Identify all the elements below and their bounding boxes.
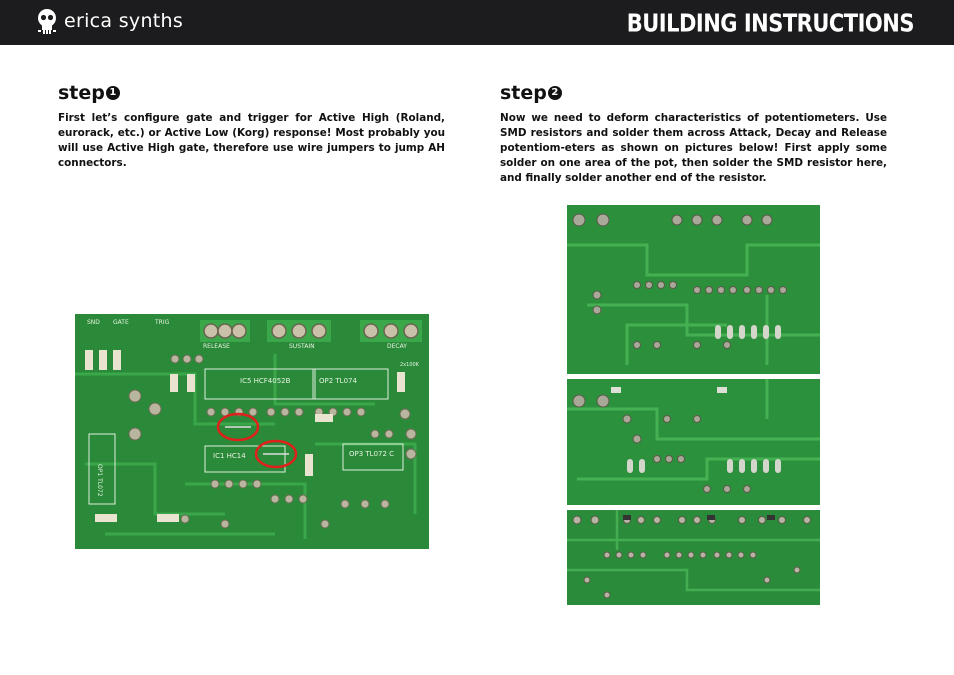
label-op2: OP2 TL074 (319, 377, 357, 385)
pcb-solder-side-photo-1 (567, 205, 820, 374)
step1-number-badge: 1 (106, 86, 120, 100)
page-header (0, 0, 954, 45)
label-op1: OP1 TL072 (96, 464, 103, 497)
label-ic1: IC1 HC14 (213, 452, 246, 460)
step2-heading (500, 82, 562, 104)
brand-name: erica synths (64, 10, 184, 32)
label-sustain: SUSTAIN (289, 343, 315, 350)
label-snd: SND (87, 319, 100, 326)
label-decay: DECAY (387, 343, 407, 350)
brand-logo (36, 8, 183, 36)
step1-heading (58, 82, 120, 104)
label-release: RELEASE (203, 343, 230, 350)
pcb-solder-side-photo-3 (567, 510, 820, 605)
label-trig: TRIG (155, 319, 170, 326)
label-gate: GATE (113, 319, 129, 326)
step2-word: step (500, 82, 547, 104)
skull-logo-icon (36, 8, 58, 36)
pcb-component-side-photo (75, 314, 429, 549)
step1-word: step (58, 82, 105, 104)
step2-instructions: Now we need to deform characteristics of potentiometers. Use SMD resistors and solder them across Attack, Decay and Release potentiom-eters as shown on pictures below! First apply some solder on one area of the pot, then solder the SMD resistor here, and finally solder another end of the resistor. (500, 112, 887, 184)
step2-number-badge: 2 (548, 86, 562, 100)
label-ic5: IC5 HCF4052B (240, 377, 291, 385)
label-2x100k: 2x100K (400, 362, 419, 368)
step1-instructions: First let’s configure gate and trigger for Active High (Roland, eurorack, etc.) or Active Low (Korg) response! Most probably you will use Active High gate, therefore use wire jumpers to jump AH connectors. (58, 112, 445, 169)
pcb-solder-side-photo-2 (567, 379, 820, 505)
header-title: BUILDING INSTRUCTIONS (626, 9, 914, 38)
label-op3: OP3 TL072 C (349, 450, 395, 458)
